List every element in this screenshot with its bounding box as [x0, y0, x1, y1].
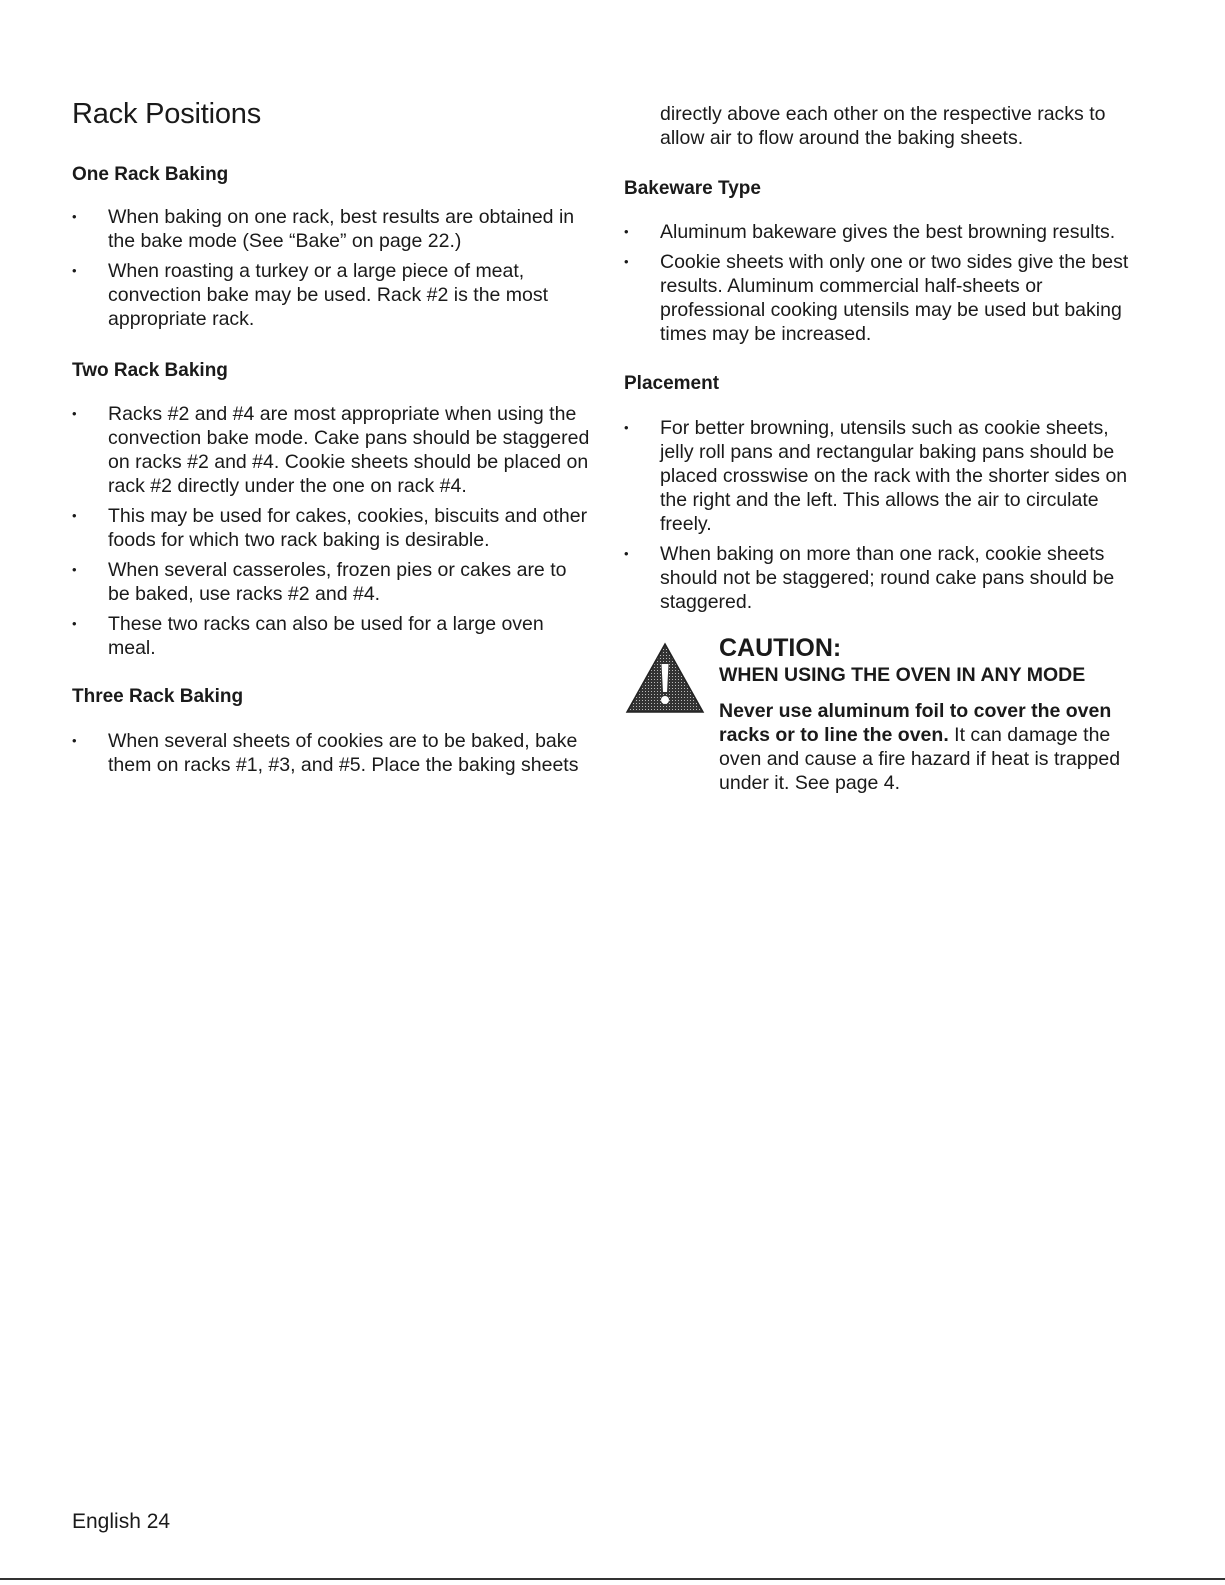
- one-rack-list: [72, 205, 592, 337]
- heading-bakeware-type: Bakeware Type: [624, 178, 761, 199]
- three-rack-list: [72, 729, 592, 783]
- page-footer: English 24: [72, 1510, 171, 1533]
- list-item: • This may be used for cakes, cookies, biscuits and other foods for which two rack baking is desirable.: [72, 504, 592, 552]
- bakeware-list: [624, 220, 1144, 352]
- list-item: • These two racks can also be used for a large oven meal.: [72, 612, 592, 660]
- list-item: • When roasting a turkey or a large piece of meat, convection bake may be used. Rack #2 is the most appropriate rack.: [72, 259, 592, 331]
- list-item: • For better browning, utensils such as cookie sheets, jelly roll pans and rectangular baking pans should be placed crosswise on the rack with the shorter sides on the right and the left. This allows the air to circulate freely.: [624, 416, 1144, 536]
- list-item: • When baking on one rack, best results are obtained in the bake mode (See “Bake” on page 22.): [72, 205, 592, 253]
- warning-triangle-icon: [624, 640, 706, 716]
- caution-bold-text: Never use aluminum foil to cover the oven racks or to line the oven.: [719, 700, 1112, 746]
- placement-list: [624, 416, 1144, 620]
- list-item: • Racks #2 and #4 are most appropriate when using the convection bake mode. Cake pans should be staggered on racks #2 and #4. Cookie sheets should be placed on rack #2 directly under the one on rack #4.: [72, 402, 592, 498]
- bottom-rule: [0, 1578, 1225, 1580]
- caution-body: [719, 699, 1139, 795]
- page-title: Rack Positions: [72, 98, 261, 130]
- caution-title: CAUTION:: [719, 634, 842, 662]
- three-rack-continuation: directly above each other on the respective racks to allow air to flow around the baking sheets.: [660, 103, 1106, 149]
- caution-subtitle: WHEN USING THE OVEN IN ANY MODE: [719, 664, 1086, 686]
- list-item: • When several casseroles, frozen pies or cakes are to be baked, use racks #2 and #4.: [72, 558, 592, 606]
- list-item: • Cookie sheets with only one or two sides give the best results. Aluminum commercial half-sheets or professional cooking utensils may be used but baking times may be increased.: [624, 250, 1144, 346]
- heading-two-rack-baking: Two Rack Baking: [72, 360, 228, 381]
- caution-text: It can damage the oven and cause a fire hazard if heat is trapped under it. See page 4.: [719, 724, 1121, 794]
- list-item: • When several sheets of cookies are to be baked, bake them on racks #1, #3, and #5. Place the baking sheets: [72, 729, 592, 777]
- heading-one-rack-baking: One Rack Baking: [72, 164, 229, 185]
- list-item: • When baking on more than one rack, cookie sheets should not be staggered; round cake pans should be staggered.: [624, 542, 1144, 614]
- heading-three-rack-baking: Three Rack Baking: [72, 686, 244, 707]
- list-item: • Aluminum bakeware gives the best browning results.: [624, 220, 1144, 244]
- heading-placement: Placement: [624, 373, 720, 394]
- two-rack-list: [72, 402, 592, 666]
